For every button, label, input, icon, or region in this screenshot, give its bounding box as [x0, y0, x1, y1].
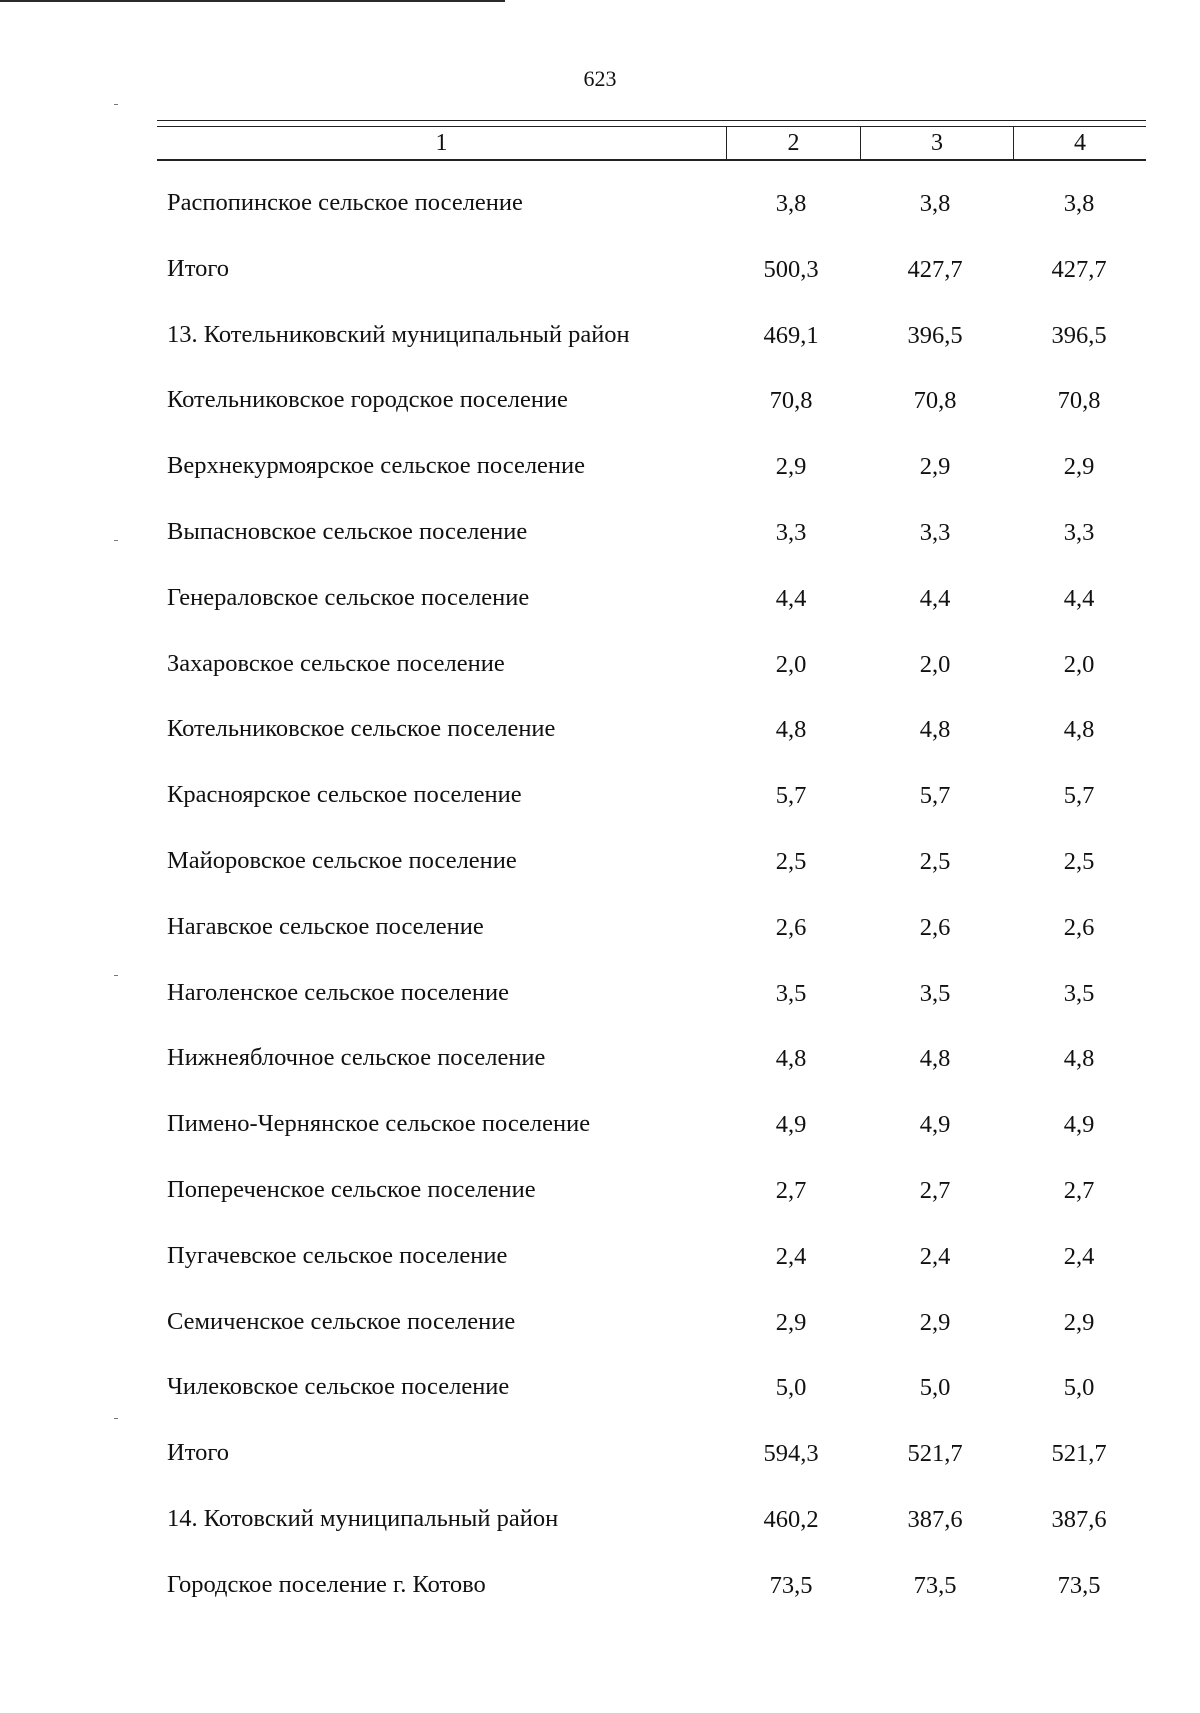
row-label: Нагавское сельское поселение — [167, 912, 484, 940]
row-value-col-4: 2,9 — [1063, 453, 1095, 481]
table-row — [0, 1420, 1200, 1486]
table-header-rule-bottom — [157, 159, 1146, 161]
row-value-col-3: 2,6 — [919, 913, 951, 941]
row-value-col-4: 4,9 — [1063, 1111, 1095, 1139]
table-row — [0, 1289, 1200, 1355]
row-value-col-4: 2,5 — [1063, 847, 1095, 875]
row-value-col-2: 2,9 — [775, 453, 807, 481]
row-label: Генераловское сельское поселение — [167, 583, 530, 611]
row-value-col-3: 4,9 — [919, 1111, 951, 1139]
row-value-col-4: 4,8 — [1063, 716, 1095, 744]
row-value-col-3: 3,3 — [919, 518, 951, 546]
row-label: Котельниковское городское поселение — [167, 386, 568, 414]
table-header-rule-mid — [157, 126, 1146, 127]
row-value-col-4: 2,6 — [1063, 913, 1095, 941]
row-label: Пимено-Чернянское сельское поселение — [167, 1110, 591, 1138]
scan-edge-line — [0, 0, 505, 2]
row-label: Захаровское сельское поселение — [167, 649, 505, 677]
row-value-col-2: 460,2 — [763, 1505, 819, 1533]
row-value-col-3: 5,7 — [919, 782, 951, 810]
row-value-col-3: 2,0 — [919, 650, 951, 678]
row-value-col-4: 396,5 — [1051, 321, 1107, 349]
row-label: Красноярское сельское поселение — [167, 781, 522, 809]
table-row — [0, 302, 1200, 368]
row-value-col-2: 4,8 — [775, 1045, 807, 1073]
table-header-rule-top — [157, 120, 1146, 121]
row-value-col-3: 4,4 — [919, 584, 951, 612]
table-row — [0, 696, 1200, 762]
table-body — [0, 170, 1200, 1618]
row-value-col-3: 2,4 — [919, 1242, 951, 1270]
table-row — [0, 828, 1200, 894]
row-value-col-4: 2,4 — [1063, 1242, 1095, 1270]
row-value-col-2: 4,8 — [775, 716, 807, 744]
row-value-col-2: 2,0 — [775, 650, 807, 678]
table-row — [0, 894, 1200, 960]
row-value-col-4: 3,3 — [1063, 518, 1095, 546]
table-header-col-3: 3 — [931, 130, 943, 156]
row-value-col-3: 2,9 — [919, 1308, 951, 1336]
row-value-col-4: 3,5 — [1063, 979, 1095, 1007]
row-value-col-3: 3,5 — [919, 979, 951, 1007]
row-value-col-2: 4,4 — [775, 584, 807, 612]
row-value-col-2: 2,4 — [775, 1242, 807, 1270]
row-value-col-3: 521,7 — [907, 1440, 963, 1468]
row-label: Пугачевское сельское поселение — [167, 1241, 508, 1269]
page-number: 623 — [583, 66, 617, 91]
row-value-col-2: 4,9 — [775, 1111, 807, 1139]
row-label: Городское поселение г. Котово — [167, 1570, 486, 1598]
table-row — [0, 631, 1200, 697]
row-label: Выпасновское сельское поселение — [167, 517, 528, 545]
row-value-col-3: 3,8 — [919, 190, 951, 217]
row-value-col-4: 4,4 — [1063, 584, 1095, 612]
row-value-col-3: 2,7 — [919, 1176, 951, 1204]
table-header-col-2: 2 — [787, 130, 800, 156]
table-row — [0, 367, 1200, 433]
row-value-col-3: 4,8 — [919, 1045, 951, 1073]
row-value-col-3: 5,0 — [919, 1374, 951, 1402]
row-label: Итого — [167, 1439, 230, 1467]
row-label: Распопинское сельское поселение — [167, 189, 523, 216]
row-value-col-3: 2,5 — [919, 847, 951, 875]
row-value-col-2: 469,1 — [763, 321, 819, 349]
row-value-col-4: 427,7 — [1051, 255, 1107, 283]
row-label: 13. Котельниковский муниципальный район — [167, 320, 630, 348]
row-label: Итого — [167, 254, 230, 282]
row-value-col-4: 5,7 — [1063, 782, 1095, 810]
row-value-col-4: 73,5 — [1057, 1571, 1101, 1599]
row-value-col-3: 396,5 — [907, 321, 963, 349]
row-value-col-4: 3,8 — [1063, 190, 1095, 217]
row-label: Семиченское сельское поселение — [167, 1307, 516, 1335]
row-value-col-2: 2,9 — [775, 1308, 807, 1336]
row-value-col-3: 387,6 — [907, 1505, 963, 1533]
row-value-col-2: 5,0 — [775, 1374, 807, 1402]
row-value-col-4: 2,7 — [1063, 1176, 1095, 1204]
row-label: Попереченское сельское поселение — [167, 1175, 536, 1203]
table-header-col-4: 4 — [1074, 130, 1086, 156]
table-row — [0, 1025, 1200, 1091]
row-value-col-2: 500,3 — [763, 255, 819, 283]
table-row — [0, 1223, 1200, 1289]
row-label: Нижнеяблочное сельское поселение — [167, 1044, 546, 1072]
row-value-col-4: 521,7 — [1051, 1440, 1107, 1468]
row-label: 14. Котовский муниципальный район — [167, 1504, 559, 1532]
row-value-col-2: 73,5 — [769, 1571, 813, 1599]
row-value-col-4: 387,6 — [1051, 1505, 1107, 1533]
row-value-col-2: 5,7 — [775, 782, 807, 810]
row-value-col-2: 594,3 — [763, 1440, 819, 1468]
row-value-col-2: 2,5 — [775, 847, 807, 875]
row-label: Майоровское сельское поселение — [167, 846, 517, 874]
row-label: Котельниковское сельское поселение — [167, 715, 556, 743]
scan-margin-mark — [114, 104, 118, 105]
row-value-col-2: 2,7 — [775, 1176, 807, 1204]
row-value-col-2: 3,8 — [775, 190, 807, 217]
row-value-col-2: 2,6 — [775, 913, 807, 941]
row-value-col-4: 70,8 — [1057, 387, 1101, 415]
table-row — [0, 1354, 1200, 1420]
row-label: Чилековское сельское поселение — [167, 1373, 510, 1401]
row-value-col-4: 5,0 — [1063, 1374, 1095, 1402]
row-value-col-3: 70,8 — [913, 387, 957, 415]
row-label: Верхнекурмоярское сельское поселение — [167, 452, 586, 480]
row-value-col-2: 70,8 — [769, 387, 813, 415]
row-value-col-2: 3,5 — [775, 979, 807, 1007]
row-value-col-3: 2,9 — [919, 453, 951, 481]
table-row — [0, 565, 1200, 631]
row-value-col-3: 427,7 — [907, 255, 963, 283]
row-value-col-3: 73,5 — [913, 1571, 957, 1599]
row-value-col-4: 2,9 — [1063, 1308, 1095, 1336]
table-row — [0, 1552, 1200, 1618]
row-value-col-2: 3,3 — [775, 518, 807, 546]
row-label: Наголенское сельское поселение — [167, 978, 509, 1006]
table-row — [0, 1157, 1200, 1223]
row-value-col-4: 4,8 — [1063, 1045, 1095, 1073]
table-row — [0, 1486, 1200, 1552]
table-row — [0, 960, 1200, 1026]
row-value-col-3: 4,8 — [919, 716, 951, 744]
table-row — [0, 433, 1200, 499]
table-row — [0, 170, 1200, 236]
table-row — [0, 236, 1200, 302]
table-header-col-1: 1 — [435, 130, 448, 156]
table-row — [0, 499, 1200, 565]
table-row — [0, 1091, 1200, 1157]
row-value-col-4: 2,0 — [1063, 650, 1095, 678]
table-row — [0, 762, 1200, 828]
